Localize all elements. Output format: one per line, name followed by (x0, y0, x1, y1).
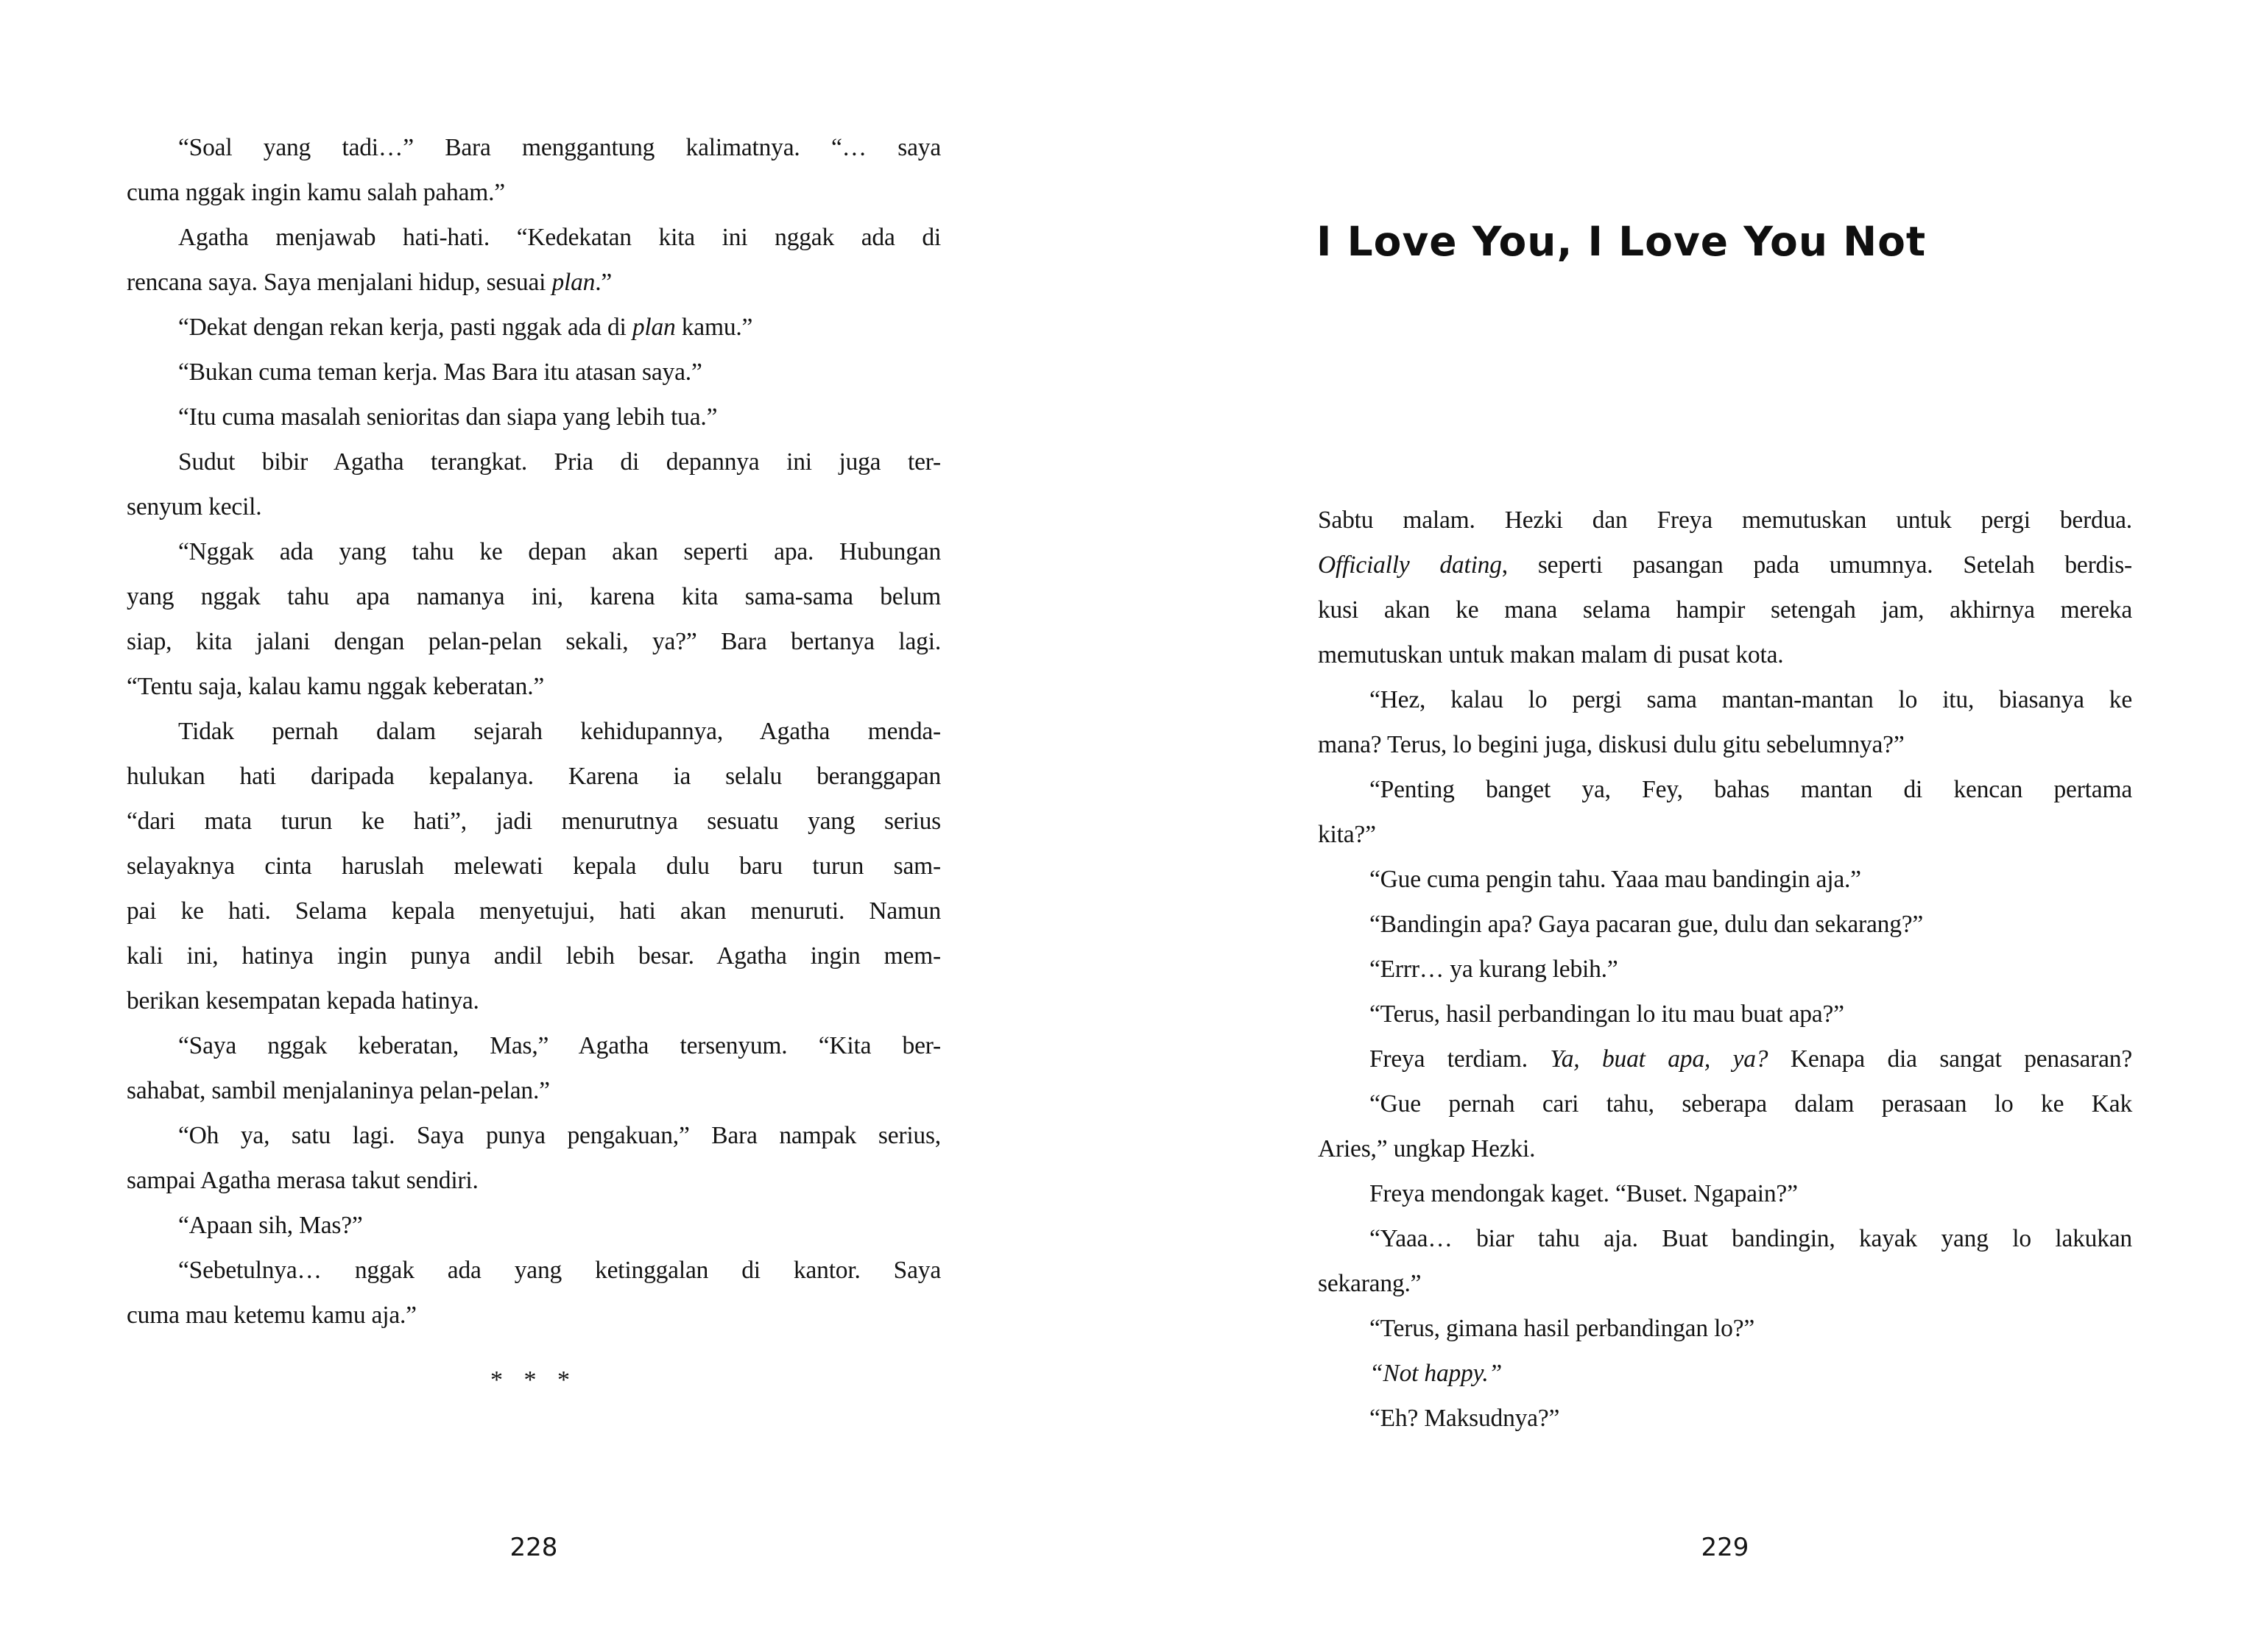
paragraph (127, 1023, 941, 1113)
text-line: “Oh ya, satu lagi. Saya punya pengakuan,” Bara nampak serius, (178, 1122, 941, 1149)
text-line: Freya terdiam. Ya, buat apa, ya? Kenapa dia sangat penasaran? (1369, 1045, 2132, 1073)
text-line: Officially dating, seperti pasangan pada umumnya. Setelah berdis- (1318, 551, 2133, 579)
text-line: mana? Terus, lo begini juga, diskusi dulu gitu sebelumnya?” (1318, 731, 1905, 758)
text-line: Agatha menjawab hati-hati. “Kedekatan kita ini nggak ada di (178, 224, 941, 251)
text-line: “Eh? Maksudnya?” (1369, 1405, 1560, 1432)
text-line: sekarang.” (1318, 1270, 1422, 1297)
text-line: “Nggak ada yang tahu ke depan akan seperti apa. Hubungan (178, 538, 941, 565)
text-line: “Tentu saja, kalau kamu nggak keberatan.” (127, 673, 545, 700)
paragraph (1318, 1216, 2132, 1306)
text-line: memutuskan untuk makan malam di pusat kota. (1318, 641, 1784, 668)
left-page-body (127, 125, 941, 1338)
paragraph (127, 709, 941, 1023)
paragraph (127, 529, 941, 709)
text-line: hulukan hati daripada kepalanya. Karena ia selalu beranggapan (127, 763, 941, 790)
text-line: “Gue pernah cari tahu, seberapa dalam perasaan lo ke Kak (1369, 1090, 2132, 1118)
text-line: “Not happy.” (1369, 1360, 1503, 1387)
paragraph (1318, 1171, 2132, 1216)
text-line: Freya mendongak kaget. “Buset. Ngapain?” (1369, 1180, 1798, 1207)
text-line: kusi akan ke mana selama hampir setengah jam, akhirnya mereka (1318, 596, 2132, 624)
paragraph (127, 395, 941, 440)
page-number-left: 228 (509, 1533, 558, 1562)
paragraph (1318, 1306, 2132, 1351)
paragraph (127, 125, 941, 215)
text-line: senyum kecil. (127, 493, 262, 520)
paragraph (1318, 1351, 2132, 1396)
text-line: sampai Agatha merasa takut sendiri. (127, 1167, 479, 1194)
chapter-title: I Love You, I Love You Not (1316, 218, 1927, 265)
text-line: “Gue cuma pengin tahu. Yaaa mau bandingin aja.” (1369, 866, 1861, 893)
paragraph (127, 215, 941, 305)
paragraph (1318, 857, 2132, 902)
paragraph (1318, 767, 2132, 857)
text-line: “Itu cuma masalah senioritas dan siapa yang lebih tua.” (178, 403, 718, 431)
text-line: sahabat, sambil menjalaninya pelan-pelan.” (127, 1077, 550, 1104)
text-line: “Hez, kalau lo pergi sama mantan-mantan lo itu, biasanya ke (1369, 686, 2132, 713)
text-line: cuma nggak ingin kamu salah paham.” (127, 179, 505, 206)
paragraph (1318, 947, 2132, 992)
paragraph (127, 1113, 941, 1203)
text-line: kita?” (1318, 821, 1376, 848)
text-line: Tidak pernah dalam sejarah kehidupannya, Agatha menda- (178, 718, 941, 745)
text-line: “dari mata turun ke hati”, jadi menurutnya sesuatu yang serius (127, 808, 941, 835)
paragraph (1318, 1037, 2132, 1081)
text-line: “Soal yang tadi…” Bara menggantung kalimatnya. “… saya (178, 134, 941, 161)
paragraph (1318, 677, 2132, 767)
text-line: “Dekat dengan rekan kerja, pasti nggak ada di plan kamu.” (178, 314, 753, 341)
text-line: pai ke hati. Selama kepala menyetujui, hati akan menuruti. Namun (127, 897, 941, 925)
text-line: “Errr… ya kurang lebih.” (1369, 956, 1618, 983)
text-line: siap, kita jalani dengan pelan-pelan sekali, ya?” Bara bertanya lagi. (127, 628, 941, 655)
text-line: “Bandingin apa? Gaya pacaran gue, dulu dan sekarang?” (1369, 911, 1924, 938)
paragraph (1318, 1081, 2132, 1171)
text-line: “Terus, hasil perbandingan lo itu mau buat apa?” (1369, 1000, 1844, 1028)
text-line: Sudut bibir Agatha terangkat. Pria di depannya ini juga ter- (178, 448, 941, 476)
text-line: “Terus, gimana hasil perbandingan lo?” (1369, 1315, 1755, 1342)
paragraph (127, 350, 941, 395)
paragraph (1318, 498, 2132, 677)
page-number-right: 229 (1701, 1533, 1749, 1562)
text-line: Aries,” ungkap Hezki. (1318, 1135, 1536, 1162)
text-line: “Saya nggak keberatan, Mas,” Agatha tersenyum. “Kita ber- (178, 1032, 941, 1059)
text-line: “Bukan cuma teman kerja. Mas Bara itu atasan saya.” (178, 359, 702, 386)
text-line: “Penting banget ya, Fey, bahas mantan di kencan pertama (1369, 776, 2132, 803)
text-line: berikan kesempatan kepada hatinya. (127, 987, 479, 1014)
text-line: selayaknya cinta haruslah melewati kepala dulu baru turun sam- (127, 853, 941, 880)
scene-divider: * * * (490, 1366, 577, 1394)
paragraph (1318, 1396, 2132, 1441)
paragraph (127, 1203, 941, 1248)
text-line: Sabtu malam. Hezki dan Freya memutuskan untuk pergi berdua. (1318, 506, 2132, 534)
text-line: cuma mau ketemu kamu aja.” (127, 1302, 417, 1329)
text-line: yang nggak tahu apa namanya ini, karena kita sama-sama belum (127, 583, 941, 610)
paragraph (1318, 992, 2132, 1037)
paragraph (127, 440, 941, 529)
paragraph (127, 305, 941, 350)
text-line: “Apaan sih, Mas?” (178, 1212, 363, 1239)
text-line: “Yaaa… biar tahu aja. Buat bandingin, kayak yang lo lakukan (1369, 1225, 2132, 1252)
paragraph (1318, 902, 2132, 947)
text-line: rencana saya. Saya menjalani hidup, sesuai plan.” (127, 269, 613, 296)
text-line: “Sebetulnya… nggak ada yang ketinggalan di kantor. Saya (178, 1257, 941, 1284)
right-page-body (1318, 498, 2132, 1441)
paragraph (127, 1248, 941, 1338)
text-line: kali ini, hatinya ingin punya andil lebih besar. Agatha ingin mem- (127, 942, 941, 970)
